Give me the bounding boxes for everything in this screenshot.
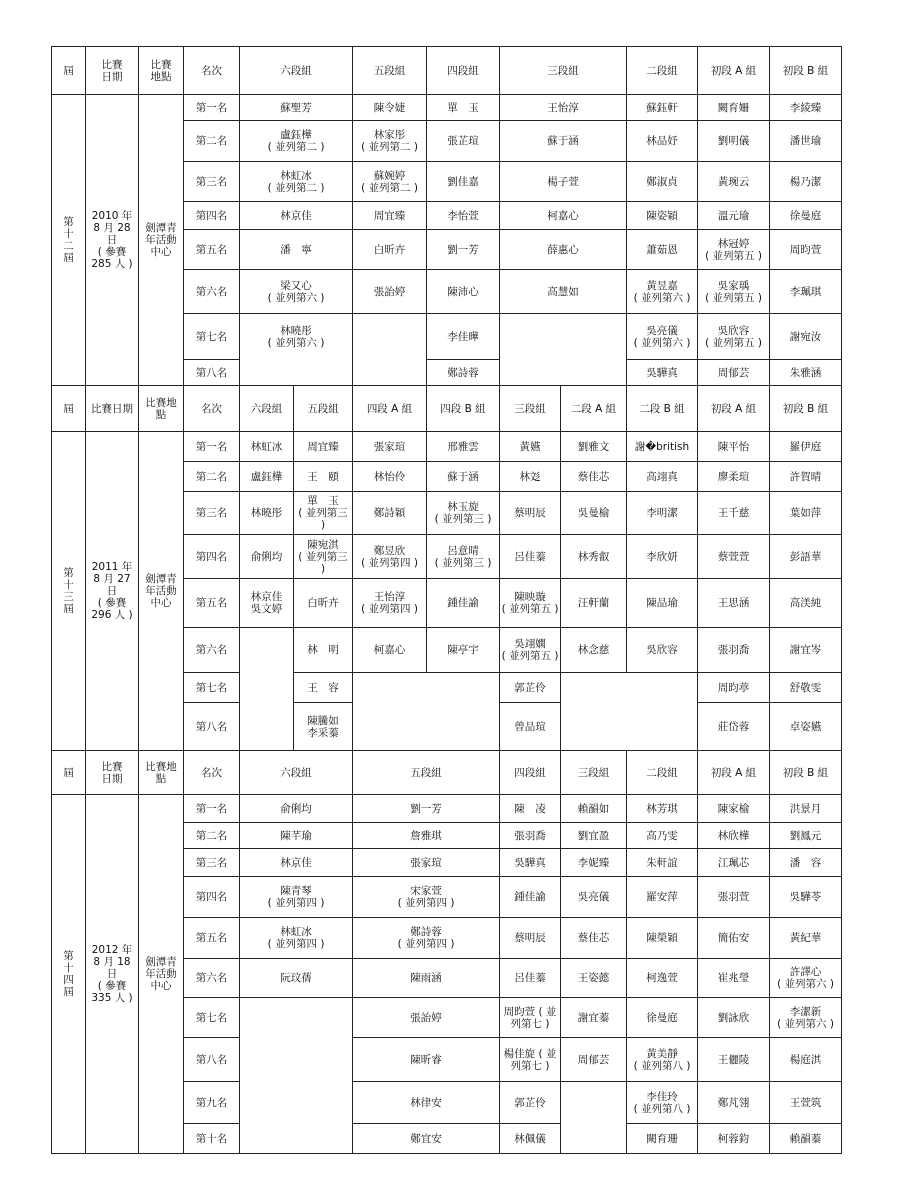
result-cell: 吳翊嫻 ( 並列第五 )	[500, 628, 561, 673]
result-cell: 吳欣容 ( 並列第五 )	[698, 314, 770, 360]
result-cell: 林怡伶	[353, 462, 427, 492]
result-cell: 蔡明辰	[500, 492, 561, 535]
result-cell: 蘇鈺軒	[627, 95, 698, 121]
result-cell: 林 明	[294, 628, 353, 673]
result-cell: 吳亮儀 ( 並列第六 )	[627, 314, 698, 360]
result-cell: 賴韻如	[561, 795, 627, 823]
col-header: 四段組	[500, 751, 561, 795]
result-cell: 林京佳	[240, 849, 353, 877]
result-cell: 俞俐均	[240, 795, 353, 823]
result-cell: 周昀萱 ( 並 列第七 )	[500, 998, 561, 1038]
result-cell: 周昀萱	[770, 230, 842, 270]
col-header: 比賽 地點	[139, 47, 184, 95]
rank-cell: 第八名	[184, 1038, 240, 1082]
result-cell: 劉佳嘉	[427, 162, 500, 202]
rank-cell: 第七名	[184, 673, 240, 703]
result-cell: 黃嬿	[500, 432, 561, 462]
result-cell: 王千慈	[698, 492, 770, 535]
result-cell: 林家彤 ( 並列第二 )	[353, 121, 427, 162]
result-cell: 徐曼庭	[627, 998, 698, 1038]
result-cell: 黃昱嘉 ( 並列第六 )	[627, 270, 698, 314]
result-cell: 林虹冰 ( 並列第二 )	[240, 162, 353, 202]
rank-cell: 第一名	[184, 95, 240, 121]
col-header: 初段 B 組	[770, 751, 842, 795]
result-cell: 林虹冰	[240, 432, 294, 462]
result-cell: 鄭芃翎	[698, 1082, 770, 1124]
rank-cell: 第一名	[184, 795, 240, 823]
result-cell: 陳騰如 李采蓁	[294, 703, 353, 751]
col-header: 二段 A 組	[561, 386, 627, 432]
result-cell: 王怡淳 ( 並列第四 )	[353, 579, 427, 628]
col-header: 五段組	[353, 47, 427, 95]
rank-cell: 第一名	[184, 432, 240, 462]
result-cell: 李明潔	[627, 492, 698, 535]
result-cell: 李潔新 ( 並列第六 )	[770, 998, 842, 1038]
result-cell: 盧鈺樺	[240, 462, 294, 492]
col-header: 比賽日期	[86, 386, 139, 432]
result-cell: 吳驊苓	[770, 877, 842, 918]
result-cell: 楊佳旋 ( 並 列第七 )	[500, 1038, 561, 1082]
result-cell: 廖柔瑄	[698, 462, 770, 492]
col-header: 屆	[52, 386, 86, 432]
col-header: 四段 A 組	[353, 386, 427, 432]
result-cell: 吳驊真	[627, 360, 698, 386]
result-cell: 薛惠心	[500, 230, 627, 270]
rank-cell: 第十名	[184, 1124, 240, 1154]
result-cell: 張芷瑄	[427, 121, 500, 162]
rank-cell: 第八名	[184, 360, 240, 386]
result-cell: 李綾臻	[770, 95, 842, 121]
result-cell: 張羽喬	[500, 823, 561, 849]
col-header: 初段 A 組	[698, 47, 770, 95]
result-cell: 吳亮儀	[561, 877, 627, 918]
col-header: 比賽地 點	[139, 386, 184, 432]
col-header: 屆	[52, 751, 86, 795]
rank-cell: 第六名	[184, 959, 240, 998]
result-cell: 蘇于涵	[427, 462, 500, 492]
result-cell: 周郁芸	[561, 1038, 627, 1082]
col-header: 三段組	[561, 751, 627, 795]
result-cell: 潘 寧	[240, 230, 353, 270]
result-cell: 蕭茹恩	[627, 230, 698, 270]
result-cell: 林佩儀	[500, 1124, 561, 1154]
rank-cell: 第三名	[184, 162, 240, 202]
result-cell: 張詒婷	[353, 998, 500, 1038]
place-cell: 劍潭青 年活動 中心	[139, 95, 184, 386]
result-cell: 彭語華	[770, 535, 842, 579]
rank-cell: 第六名	[184, 270, 240, 314]
col-header: 初段 B 組	[770, 386, 842, 432]
rank-cell: 第四名	[184, 877, 240, 918]
col-header: 比賽 日期	[86, 47, 139, 95]
result-cell: 卓姿嬿	[770, 703, 842, 751]
col-header: 三段組	[500, 47, 627, 95]
col-header: 五段組	[353, 751, 500, 795]
result-cell: 劉詠欣	[698, 998, 770, 1038]
rank-cell: 第五名	[184, 579, 240, 628]
empty-cell	[240, 628, 294, 751]
col-header: 四段組	[427, 47, 500, 95]
result-cell: 王姿懿	[561, 959, 627, 998]
result-cell: 鄭詩蓉	[427, 360, 500, 386]
date-cell: 2012 年 8 月 18 日 ( 參賽 335 人 )	[86, 795, 139, 1154]
result-cell: 李佳玲 ( 並列第八 )	[627, 1082, 698, 1124]
result-cell: 劉明儀	[698, 121, 770, 162]
result-cell: 單 玉 ( 並列第三 )	[294, 492, 353, 535]
col-header: 初段 A 組	[698, 751, 770, 795]
result-cell: 溫元瑜	[698, 202, 770, 230]
result-cell: 郭芷伶	[500, 1082, 561, 1124]
result-cell: 吳家瑀 ( 並列第五 )	[698, 270, 770, 314]
result-cell: 汪軒蘭	[561, 579, 627, 628]
result-cell: 高渼純	[770, 579, 842, 628]
result-cell: 柯逸萱	[627, 959, 698, 998]
col-header: 三段組	[500, 386, 561, 432]
results-table	[51, 46, 842, 1154]
result-cell: 林京佳 吳文婷	[240, 579, 294, 628]
result-cell: 江珮芯	[698, 849, 770, 877]
result-cell: 莊岱蓉	[698, 703, 770, 751]
result-cell: 鍾佳諭	[500, 877, 561, 918]
rank-cell: 第三名	[184, 492, 240, 535]
result-cell: 林虹冰 ( 並列第四 )	[240, 918, 353, 959]
rank-cell: 第八名	[184, 703, 240, 751]
result-cell: 黃美靜 ( 並列第八 )	[627, 1038, 698, 1082]
result-cell: 王萱筑	[770, 1082, 842, 1124]
result-cell: 羅伊庭	[770, 432, 842, 462]
col-header: 二段組	[627, 751, 698, 795]
result-cell: 鄭淑貞	[627, 162, 698, 202]
col-header: 四段 B 組	[427, 386, 500, 432]
result-cell: 李怡萱	[427, 202, 500, 230]
result-cell: 陳昕睿	[353, 1038, 500, 1082]
result-cell: 徐曼庭	[770, 202, 842, 230]
empty-cell	[240, 998, 353, 1154]
result-cell: 張羽萱	[698, 877, 770, 918]
col-header: 六段組	[240, 386, 294, 432]
rank-cell: 第六名	[184, 628, 240, 673]
col-header: 比賽 日期	[86, 751, 139, 795]
result-cell: 賴韻蓁	[770, 1124, 842, 1154]
result-cell: 楊子萱	[500, 162, 627, 202]
result-cell: 羅安萍	[627, 877, 698, 918]
result-cell: 王 容	[294, 673, 353, 703]
result-cell: 林念慈	[561, 628, 627, 673]
rank-cell: 第七名	[184, 998, 240, 1038]
col-header: 名次	[184, 751, 240, 795]
result-cell: 曾品瑄	[500, 703, 561, 751]
result-cell: 陳 凌	[500, 795, 561, 823]
result-cell: 李佳曄	[427, 314, 500, 360]
result-cell: 鍾佳諭	[427, 579, 500, 628]
result-cell: 林冠婷 ( 並列第五 )	[698, 230, 770, 270]
col-header: 五段組	[294, 386, 353, 432]
result-cell: 張羽喬	[698, 628, 770, 673]
rank-cell: 第五名	[184, 918, 240, 959]
result-cell: 林曉彤 ( 並列第六 )	[240, 314, 353, 360]
result-cell: 張家瑄	[353, 432, 427, 462]
result-cell: 郭芷伶	[500, 673, 561, 703]
result-cell: 詹雅琪	[353, 823, 500, 849]
rank-cell: 第九名	[184, 1082, 240, 1124]
result-cell: 陳青琴 ( 並列第四 )	[240, 877, 353, 918]
result-cell: 柯蓉鈞	[698, 1124, 770, 1154]
result-cell: 闕育珊	[627, 1124, 698, 1154]
result-cell: 高翊真	[627, 462, 698, 492]
result-cell: 周昀葶	[698, 673, 770, 703]
result-cell: 蔡萱萱	[698, 535, 770, 579]
result-cell: 黃琬云	[698, 162, 770, 202]
result-cell: 林品妤	[627, 121, 698, 162]
result-cell: 單 玉	[427, 95, 500, 121]
place-cell: 劍潭青 年活動 中心	[139, 432, 184, 751]
result-cell: 李妮臻	[561, 849, 627, 877]
empty-cell	[500, 314, 627, 386]
result-cell: 陳姿穎	[627, 202, 698, 230]
result-cell: 鄭詩蓉 ( 並列第四 )	[353, 918, 500, 959]
col-header: 初段 B 組	[770, 47, 842, 95]
date-cell: 2011 年 8 月 27 日 ( 參賽 296 人 )	[86, 432, 139, 751]
result-cell: 呂佳蓁	[500, 535, 561, 579]
result-cell: 鄭昱欣 ( 並列第四 )	[353, 535, 427, 579]
result-cell: 洪景月	[770, 795, 842, 823]
place-cell: 劍潭青 年活動 中心	[139, 795, 184, 1154]
result-cell: 邢雅雲	[427, 432, 500, 462]
col-header: 初段 A 組	[698, 386, 770, 432]
empty-cell	[353, 673, 500, 751]
result-cell: 高慧如	[500, 270, 627, 314]
result-cell: 楊庭淇	[770, 1038, 842, 1082]
result-cell: 周宜臻	[294, 432, 353, 462]
result-cell: 白昕卉	[294, 579, 353, 628]
result-cell: 許賀晴	[770, 462, 842, 492]
result-cell: 陳雨涵	[353, 959, 500, 998]
rank-cell: 第二名	[184, 462, 240, 492]
rank-cell: 第二名	[184, 121, 240, 162]
result-cell: 吳欣容	[627, 628, 698, 673]
result-cell: 阮玟蒨	[240, 959, 353, 998]
result-cell: 盧鈺樺 ( 並列第二 )	[240, 121, 353, 162]
session-cell: 第 十 三 屆	[52, 432, 86, 751]
result-cell: 劉宜盈	[561, 823, 627, 849]
result-cell: 林律安	[353, 1082, 500, 1124]
empty-cell	[561, 1082, 627, 1154]
result-cell: 葉如萍	[770, 492, 842, 535]
result-cell: 林彣	[500, 462, 561, 492]
rank-cell: 第七名	[184, 314, 240, 360]
result-cell: 陳品瑜	[627, 579, 698, 628]
result-cell: 蔡明辰	[500, 918, 561, 959]
result-cell: 蘇聖芳	[240, 95, 353, 121]
result-cell: 崔兆瑩	[698, 959, 770, 998]
result-cell: 宋家萱 ( 並列第四 )	[353, 877, 500, 918]
result-cell: 鄭宜安	[353, 1124, 500, 1154]
result-cell: 蔡佳芯	[561, 918, 627, 959]
result-cell: 蘇婉婷 ( 並列第二 )	[353, 162, 427, 202]
result-cell: 陳亭宇	[427, 628, 500, 673]
result-cell: 朱雅涵	[770, 360, 842, 386]
result-cell: 周宜臻	[353, 202, 427, 230]
result-cell: 張家瑄	[353, 849, 500, 877]
result-cell: 黃紀華	[770, 918, 842, 959]
result-cell: 王 頤	[294, 462, 353, 492]
empty-cell	[240, 360, 353, 386]
result-cell: 柯嘉心	[500, 202, 627, 230]
rank-cell: 第四名	[184, 535, 240, 579]
rank-cell: 第五名	[184, 230, 240, 270]
result-cell: 蔡佳芯	[561, 462, 627, 492]
result-cell: 林芳琪	[627, 795, 698, 823]
result-cell: 周郁芸	[698, 360, 770, 386]
result-cell: 高乃雯	[627, 823, 698, 849]
result-cell: 許譯心 ( 並列第六 )	[770, 959, 842, 998]
result-cell: 陳令婕	[353, 95, 427, 121]
result-cell: 謝宛汝	[770, 314, 842, 360]
result-cell: 白昕卉	[353, 230, 427, 270]
date-cell: 2010 年 8 月 28 日 ( 參賽 285 人 )	[86, 95, 139, 386]
col-header: 二段組	[627, 47, 698, 95]
result-cell: 陳家榆	[698, 795, 770, 823]
result-cell: 潘世瑜	[770, 121, 842, 162]
result-cell: 劉一芳	[353, 795, 500, 823]
result-cell: 林京佳	[240, 202, 353, 230]
result-cell: 陳芊瑜	[240, 823, 353, 849]
result-cell: 林玉旋 ( 並列第三 )	[427, 492, 500, 535]
col-header: 名次	[184, 47, 240, 95]
empty-cell	[561, 673, 698, 751]
col-header: 六段組	[240, 47, 353, 95]
result-cell: 俞俐均	[240, 535, 294, 579]
result-cell: 劉鳳元	[770, 823, 842, 849]
result-cell: 舒敬雯	[770, 673, 842, 703]
col-header: 名次	[184, 386, 240, 432]
result-cell: 吳驊真	[500, 849, 561, 877]
result-cell: 簡佑安	[698, 918, 770, 959]
result-cell: 陳平怡	[698, 432, 770, 462]
result-cell: 蘇于涵	[500, 121, 627, 162]
result-cell: 朱軒誼	[627, 849, 698, 877]
result-cell: 林秀叡	[561, 535, 627, 579]
result-cell: 闕育姍	[698, 95, 770, 121]
col-header: 二段 B 組	[627, 386, 698, 432]
result-cell: 謝�british	[627, 432, 698, 462]
empty-cell	[353, 314, 427, 386]
session-cell: 第 十 二 屆	[52, 95, 86, 386]
result-cell: 王思涵	[698, 579, 770, 628]
col-header: 比賽地 點	[139, 751, 184, 795]
result-cell: 潘 容	[770, 849, 842, 877]
result-cell: 劉一芳	[427, 230, 500, 270]
rank-cell: 第二名	[184, 823, 240, 849]
col-header: 屆	[52, 47, 86, 95]
result-cell: 林欣樺	[698, 823, 770, 849]
result-cell: 陳榮穎	[627, 918, 698, 959]
result-cell: 陳沛心	[427, 270, 500, 314]
col-header: 六段組	[240, 751, 353, 795]
result-cell: 李欣妍	[627, 535, 698, 579]
result-cell: 鄭詩穎	[353, 492, 427, 535]
session-cell: 第 十 四 屆	[52, 795, 86, 1154]
result-cell: 陳映璇 ( 並列第五 )	[500, 579, 561, 628]
result-cell: 呂佳蓁	[500, 959, 561, 998]
result-cell: 謝宜蓁	[561, 998, 627, 1038]
result-cell: 陳宛淇 ( 並列第三 )	[294, 535, 353, 579]
result-cell: 劉雅文	[561, 432, 627, 462]
result-cell: 吳曼榆	[561, 492, 627, 535]
result-cell: 李珮琪	[770, 270, 842, 314]
result-cell: 柯嘉心	[353, 628, 427, 673]
result-cell: 呂意晴 ( 並列第三 )	[427, 535, 500, 579]
result-cell: 林曉彤	[240, 492, 294, 535]
result-cell: 梁又心 ( 並列第六 )	[240, 270, 353, 314]
result-cell: 王怡淳	[500, 95, 627, 121]
result-cell: 王儷陵	[698, 1038, 770, 1082]
rank-cell: 第四名	[184, 202, 240, 230]
result-cell: 謝宜岑	[770, 628, 842, 673]
rank-cell: 第三名	[184, 849, 240, 877]
result-cell: 楊乃潔	[770, 162, 842, 202]
result-cell: 張詒婷	[353, 270, 427, 314]
